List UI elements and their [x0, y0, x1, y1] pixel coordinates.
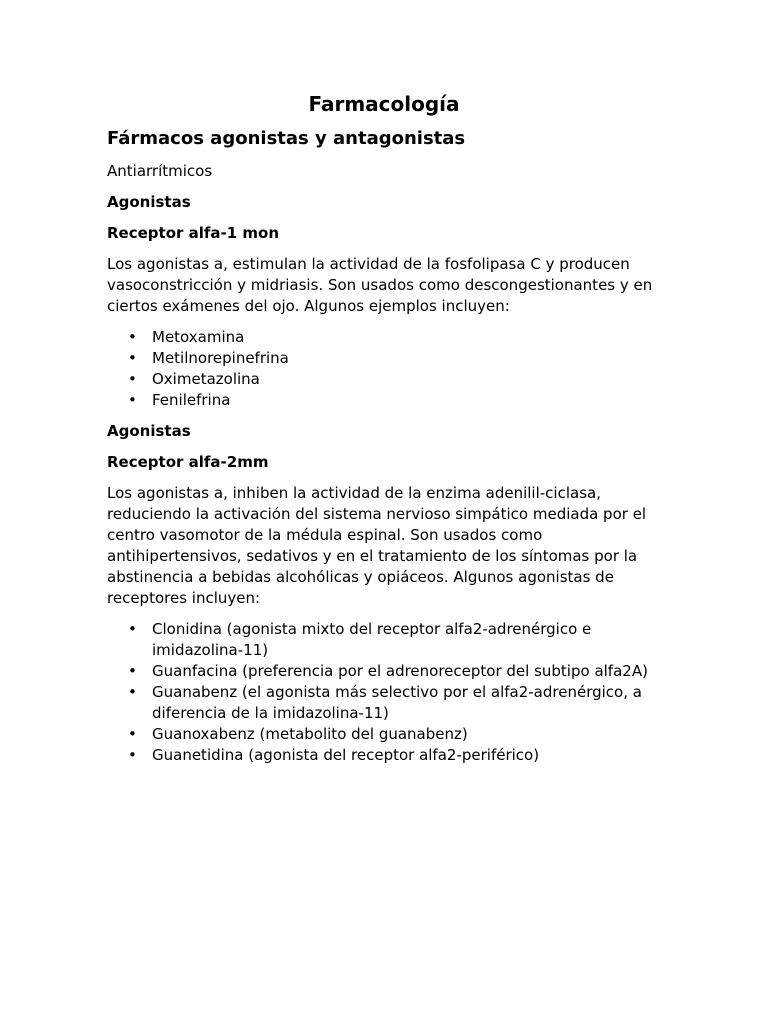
section1-paragraph: Los agonistas a, estimulan la actividad de la fosfolipasa C y producen vasoconstricción y midriasis. Son usados como descongestionantes y en ciertos exámenes del ojo. Algunos ejemplos incluyen: [107, 255, 653, 315]
list-item [128, 348, 667, 369]
list-item [128, 661, 667, 682]
bullet-icon: • [128, 391, 137, 409]
section2-list [107, 619, 667, 766]
list-item-text: Metoxamina [152, 328, 245, 346]
list-item-text: Guanoxabenz (metabolito del guanabenz) [152, 725, 468, 743]
list-item-text: Metilnorepinefrina [152, 349, 289, 367]
list-item [128, 682, 667, 724]
list-item-text: Guanabenz (el agonista más selectivo por el alfa2-adrenérgico, a diferencia de la imidazolina-11) [152, 683, 642, 722]
list-item [128, 724, 667, 745]
bullet-icon: • [128, 725, 137, 743]
section1-label: Agonistas [107, 193, 191, 211]
list-item-text: Guanfacina (preferencia por el adrenoreceptor del subtipo alfa2A) [152, 662, 648, 680]
bullet-icon: • [128, 349, 137, 367]
list-item [128, 745, 667, 766]
page-title: Farmacología [308, 92, 460, 116]
section1-heading: Receptor alfa-1 mon [107, 224, 280, 242]
section1-list [107, 327, 667, 411]
section2-label: Agonistas [107, 422, 191, 440]
list-item [128, 327, 667, 348]
bullet-icon: • [128, 683, 137, 701]
bullet-icon: • [128, 746, 137, 764]
document-body [107, 127, 667, 776]
list-item [128, 619, 667, 661]
bullet-icon: • [128, 328, 137, 346]
list-item-text: Oximetazolina [152, 370, 260, 388]
bullet-icon: • [128, 620, 137, 638]
list-item-text: Clonidina (agonista mixto del receptor alfa2-adrenérgico e imidazolina-11) [152, 620, 592, 659]
section2-heading: Receptor alfa-2mm [107, 453, 269, 471]
list-item [128, 390, 667, 411]
list-item-text: Fenilefrina [152, 391, 231, 409]
subtitle: Antiarrítmicos [107, 162, 213, 180]
list-item-text: Guanetidina (agonista del receptor alfa2-periférico) [152, 746, 540, 764]
section2-paragraph: Los agonistas a, inhiben la actividad de la enzima adenilil-ciclasa, reduciendo la activación del sistema nervioso simpático mediada por el centro vasomotor de la médula espinal. Son usados como antihipertensivos, sedativos y en el tratamiento de los síntomas por la abstinencia a bebidas alcohólicas y opiáceos. Algunos agonistas de receptores incluyen: [107, 484, 647, 607]
bullet-icon: • [128, 370, 137, 388]
section-title: Fármacos agonistas y antagonistas [107, 128, 466, 149]
list-item [128, 369, 667, 390]
bullet-icon: • [128, 662, 137, 680]
